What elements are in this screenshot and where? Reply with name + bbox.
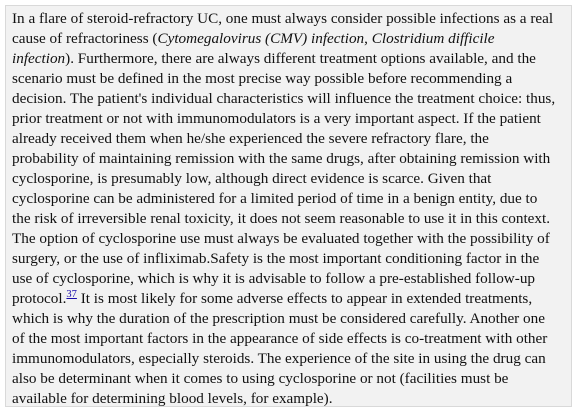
text-cell <box>5 5 572 407</box>
text-line: cyclosporine, is presumably low, although direct evidence is scarce. Given that <box>12 170 492 187</box>
text-line: of the most important factors in the appearance of side effects is co-treatment with other <box>12 330 548 347</box>
text-line: probability of maintaining remission with the same drugs, after obtaining remission with <box>12 150 551 167</box>
italic-term: Clostridium difficile <box>371 30 495 47</box>
text-line: prior treatment or not with immunomodulators is a very important aspect. If the patient <box>12 110 541 127</box>
text-run: , <box>364 30 372 47</box>
text-line: also be determinant when it comes to using cyclosporine or not (facilities must be <box>12 370 509 387</box>
text-run: ). Furthermore, there are always different treatment options available, and the <box>65 50 536 67</box>
text-line <box>12 49 571 69</box>
text-run: protocol. <box>12 290 67 307</box>
text-line: In a flare of steroid-refractory UC, one must always consider possible infections as a real <box>12 10 554 27</box>
body-paragraph <box>12 9 571 407</box>
text-run: cause of refractoriness ( <box>12 30 158 47</box>
text-line <box>12 289 571 309</box>
text-line: use of cyclosporine, which is why it is advisable to follow a pre-established follow-up <box>12 270 536 287</box>
reference-link[interactable]: 37 <box>66 288 77 300</box>
text-line: scenario must be defined in the most precise way possible before recommending a <box>12 70 513 87</box>
text-line: which is why the duration of the prescription must be considered carefully. Another one <box>12 310 545 327</box>
text-line: already received them when he/she experienced the severe refractory flare, the <box>12 130 489 147</box>
text-run: It is most likely for some adverse effects to appear in extended treatments, <box>76 290 533 307</box>
text-line: the risk of irreversible renal toxicity, it does not seem reasonable to use it in this context. <box>12 210 551 227</box>
text-line: available for determining blood levels, for example). <box>12 390 333 407</box>
italic-term: Cytomegalovirus (CMV) infection <box>157 30 365 47</box>
italic-term: infection <box>12 50 66 67</box>
text-line: The option of cyclosporine use must always be evaluated together with the possibility of <box>12 230 550 247</box>
text-line: surgery, or the use of infliximab.Safety is the most important conditioning factor in the <box>12 250 540 267</box>
text-line: immunomodulators, especially steroids. The experience of the site in using the drug can <box>12 350 546 367</box>
text-line <box>12 29 571 49</box>
text-line: decision. The patient's individual characteristics will influence the treatment choice: thus, <box>12 90 556 107</box>
text-line: cyclosporine can be administered for a limited period of time in a benign entity, due to <box>12 190 538 207</box>
